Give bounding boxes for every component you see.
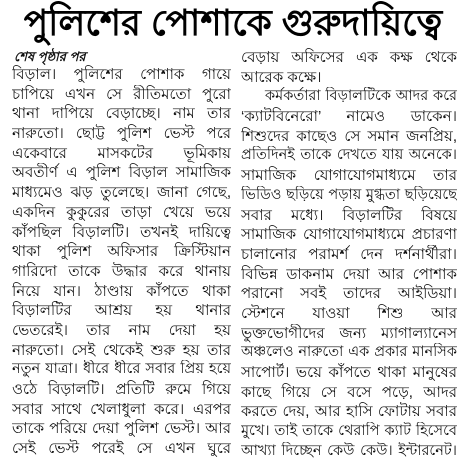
- right-column-line: চালানোর পরামর্শ দেন দর্শনার্থীরা।: [241, 245, 457, 263]
- right-column: [241, 48, 457, 461]
- left-column-line: চাপিয়ে এখন সে রীতিমতো পুরো: [12, 85, 231, 103]
- left-column-line: সেই ভেস্ট পরেই সে এখন ঘুরে: [12, 440, 231, 458]
- left-column: [12, 48, 231, 459]
- left-column-line: অবতীর্ণ এ পুলিশ বিড়াল সামাজিক: [12, 164, 231, 182]
- right-column-line: আখ্যা দিচ্ছেন কেউ কেউ। ইন্টারনেট।: [241, 442, 457, 459]
- right-column-line: সবার মধ্যে। বিড়ালটির বিষয়ে: [241, 206, 457, 224]
- right-column-line: প্রতিদিনই তাকে দেখতে যায় অনেকে।: [241, 147, 457, 164]
- right-column-line: ভিডিও ছড়িয়ে পড়ায় মুগ্ধতা ছড়িয়েছে: [241, 186, 457, 203]
- right-column-line: শিশুদের কাছেও সে সমান জনপ্রিয়,: [241, 127, 457, 145]
- left-column-line: বিড়াল। পুলিশের পোশাক গায়ে: [12, 66, 231, 83]
- left-column-line: নারুতো। ছোট্ট পুলিশ ভেস্ট পরে: [12, 125, 231, 143]
- left-column-line: একদিন কুকুরের তাড়া খেয়ে ভয়ে: [12, 203, 231, 221]
- left-column-line: সবার সাথে খেলাধুলা করে। এরপর: [12, 400, 231, 418]
- right-column-line: স্টেশনে যাওয়া শিশু আর: [241, 304, 457, 322]
- right-column-line: কাছে গিয়ে সে বসে পড়ে, আদর: [241, 383, 457, 401]
- left-column-line: গারিদো তাকে উদ্ধার করে থানায়: [12, 262, 231, 280]
- right-column-line: ‘ক্যাটবিনেরো’ নামেও ডাকেন।: [241, 108, 457, 126]
- left-column-line: নতুন যাত্রা। ধীরে ধীরে সবার প্রিয় হয়ে: [12, 361, 231, 378]
- left-column-line: একেবারে মাসকটের ভূমিকায়: [12, 144, 231, 162]
- right-column-line: পরানো সবই তাদের আইডিয়া।: [241, 285, 457, 303]
- left-column-line: কাঁপছিল বিড়ালটি। তখনই দায়িত্বে: [12, 223, 231, 241]
- right-column-line: বিভিন্ন ডাকনাম দেয়া আর পোশাক: [241, 265, 457, 283]
- right-column-line: সাপোর্ট। ভয়ে কাঁপতে থাকা মানুষের: [241, 364, 457, 381]
- right-column-line: সামাজিক যোগাযোগমাধ্যমে তার: [241, 167, 457, 185]
- left-column-line: বিড়ালটির আশ্রয় হয় থানার: [12, 302, 231, 320]
- continued-from-label: শেষ পৃষ্ঠার পর: [14, 49, 86, 64]
- left-column-line: ভেতরেই। তার নাম দেয়া হয়: [12, 321, 231, 339]
- right-column-line: কর্মকর্তারা বিড়ালটিকে আদর করে: [265, 88, 457, 105]
- left-column-line: থানা দাপিয়ে বেড়াচ্ছে। নাম তার: [12, 105, 231, 123]
- right-column-line: আরেক কক্ষে।: [241, 68, 322, 86]
- left-column-line: ওঠে বিড়ালটি। প্রতিটি রুমে গিয়ে: [12, 381, 231, 398]
- right-column-line: করতে দেয়, আর হাসি ফোটায় সবার: [241, 403, 457, 421]
- left-column-line: নারুতো। সেই থেকেই শুরু হয় তার: [12, 341, 231, 359]
- right-column-line: বেড়ায় অফিসের এক কক্ষ থেকে: [241, 49, 457, 66]
- left-column-line: তাকে পরিয়ে দেয়া পুলিশ ভেস্ট। আর: [12, 420, 231, 438]
- left-column-line: থাকা পুলিশ অফিসার ক্রিস্টিয়ান: [12, 243, 231, 261]
- headline: পুলিশের পোশাকে গুরুদায়িত্বে: [23, 2, 443, 43]
- left-column-line: মাধ্যমেও ঝড় তুলেছে। জানা গেছে,: [12, 184, 231, 202]
- right-column-line: অঞ্চলেও নারুতো এক প্রকার মানসিক: [241, 344, 457, 361]
- right-column-line: ভুক্তভোগীদের জন্য ম্যাগাল্যানেস: [241, 324, 457, 342]
- left-column-line: নিয়ে যান। ঠাণ্ডায় কাঁপতে থাকা: [12, 282, 231, 300]
- right-column-line: সামাজিক যোগাযোগমাধ্যমে প্রচারণা: [241, 226, 457, 244]
- right-column-line: মুখে। তাই তাকে থেরাপি ক্যাট হিসেবে: [241, 423, 457, 440]
